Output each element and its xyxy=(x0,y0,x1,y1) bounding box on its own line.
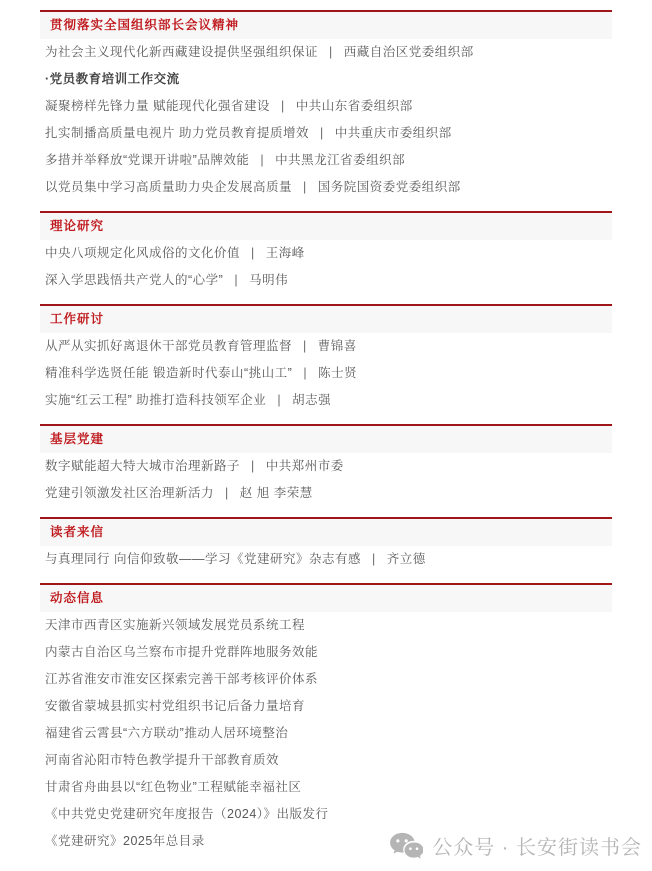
article-title: 扎实制播高质量电视片 助力党员教育提质增效 xyxy=(45,126,309,140)
article-author: 王海峰 xyxy=(265,246,305,260)
toc-item xyxy=(40,387,612,414)
article-author: 赵 旭 李荣慧 xyxy=(239,486,313,500)
article-author: 中共山东省委组织部 xyxy=(295,99,413,113)
article-title: 为社会主义现代化新西藏建设提供坚强组织保证 xyxy=(45,45,319,59)
toc-item xyxy=(40,93,612,120)
separator: | xyxy=(251,459,255,473)
separator: | xyxy=(234,273,239,287)
article-title: 安徽省蒙城县抓实村党组织书记后备力量培育 xyxy=(45,699,306,713)
toc-item xyxy=(40,720,612,747)
section-header-gongzuo-yantao xyxy=(40,304,612,333)
article-title: 内蒙古自治区乌兰察布市提升党群阵地服务效能 xyxy=(45,645,319,659)
toc-item xyxy=(40,639,612,666)
article-author: 国务院国资委党委组织部 xyxy=(317,180,461,194)
article-title: 《中共党史党建研究年度报告（2024）》出版发行 xyxy=(45,807,329,821)
separator: | xyxy=(303,339,307,353)
separator: | xyxy=(319,126,324,140)
article-title: 深入学思践悟共产党人的“心学” xyxy=(45,273,224,287)
toc-item xyxy=(40,147,612,174)
subsection-label: ·党员教育培训工作交流 xyxy=(45,72,180,86)
toc-item xyxy=(40,774,612,801)
section-header-label: 读者来信 xyxy=(50,525,105,539)
table-of-contents xyxy=(40,10,612,855)
toc-item xyxy=(40,747,612,774)
article-author: 胡志强 xyxy=(292,393,332,407)
wechat-icon xyxy=(389,832,423,860)
toc-item xyxy=(40,120,612,147)
section-header-dongtai-xinxi xyxy=(40,583,612,612)
article-author: 中共重庆市委组织部 xyxy=(334,126,452,140)
toc-item xyxy=(40,39,612,66)
separator: | xyxy=(225,486,229,500)
separator: | xyxy=(277,393,282,407)
article-title: 河南省沁阳市特色教学提升干部教育质效 xyxy=(45,753,280,767)
article-title: 从严从实抓好离退休干部党员教育管理监督 xyxy=(45,339,293,353)
toc-item xyxy=(40,801,612,828)
section-header-label: 贯彻落实全国组织部长会议精神 xyxy=(50,18,240,32)
toc-item xyxy=(40,360,612,387)
article-title: 《党建研究》2025年总目录 xyxy=(45,834,205,848)
article-title: 与真理同行 向信仰致敬——学习《党建研究》杂志有感 xyxy=(45,552,361,566)
article-title: 实施“红云工程” 助推打造科技领军企业 xyxy=(45,393,267,407)
article-title: 江苏省淮安市淮安区探索完善干部考核评价体系 xyxy=(45,672,319,686)
section-header-label: 动态信息 xyxy=(50,591,105,605)
article-title: 多措并举释放“党课开讲啦”品牌效能 xyxy=(45,153,250,167)
section-header-label: 工作研讨 xyxy=(50,312,105,326)
toc-item xyxy=(40,546,612,573)
toc-item xyxy=(40,693,612,720)
article-title: 福建省云霄县“六方联动”推动人居环境整治 xyxy=(45,726,289,740)
article-author: 中共黑龙江省委组织部 xyxy=(275,153,406,167)
article-author: 中共郑州市委 xyxy=(265,459,344,473)
section-header-label: 理论研究 xyxy=(50,219,105,233)
article-title: 以党员集中学习高质量助力央企发展高质量 xyxy=(45,180,293,194)
watermark-text: 公众号 · 长安街读书会 xyxy=(432,837,642,859)
toc-item xyxy=(40,453,612,480)
separator: | xyxy=(329,45,333,59)
article-title: 天津市西青区实施新兴领域发展党员系统工程 xyxy=(45,618,306,632)
separator: | xyxy=(303,180,307,194)
article-author: 西藏自治区党委组织部 xyxy=(343,45,474,59)
separator: | xyxy=(280,99,285,113)
separator: | xyxy=(251,246,255,260)
article-title: 凝聚榜样先锋力量 赋能现代化强省建设 xyxy=(45,99,270,113)
article-title: 中央八项规定化风成俗的文化价值 xyxy=(45,246,241,260)
article-title: 党建引领激发社区治理新活力 xyxy=(45,486,215,500)
toc-item xyxy=(40,240,612,267)
toc-item xyxy=(40,612,612,639)
toc-item xyxy=(40,666,612,693)
article-title: 精准科学选贤任能 锻造新时代泰山“挑山工” xyxy=(45,366,293,380)
toc-item xyxy=(40,267,612,294)
separator: | xyxy=(371,552,376,566)
separator: | xyxy=(260,153,265,167)
article-author: 曹锦喜 xyxy=(317,339,357,353)
toc-item xyxy=(40,174,612,201)
section-header-guanche xyxy=(40,10,612,39)
article-author: 陈士贤 xyxy=(318,366,358,380)
subsection-header-dangyuan-jiaoyu xyxy=(40,66,612,93)
toc-item xyxy=(40,333,612,360)
wechat-watermark xyxy=(389,831,642,860)
article-author: 齐立德 xyxy=(386,552,426,566)
section-header-lilun-yanjiu xyxy=(40,211,612,240)
section-header-label: 基层党建 xyxy=(50,432,105,446)
section-header-duzhe-laixin xyxy=(40,517,612,546)
article-title: 甘肃省舟曲县以“红色物业”工程赋能幸福社区 xyxy=(45,780,302,794)
toc-item xyxy=(40,480,612,507)
article-title: 数字赋能超大特大城市治理新路子 xyxy=(45,459,241,473)
separator: | xyxy=(303,366,308,380)
section-header-jiceng-dangjian xyxy=(40,424,612,453)
article-author: 马明伟 xyxy=(249,273,289,287)
